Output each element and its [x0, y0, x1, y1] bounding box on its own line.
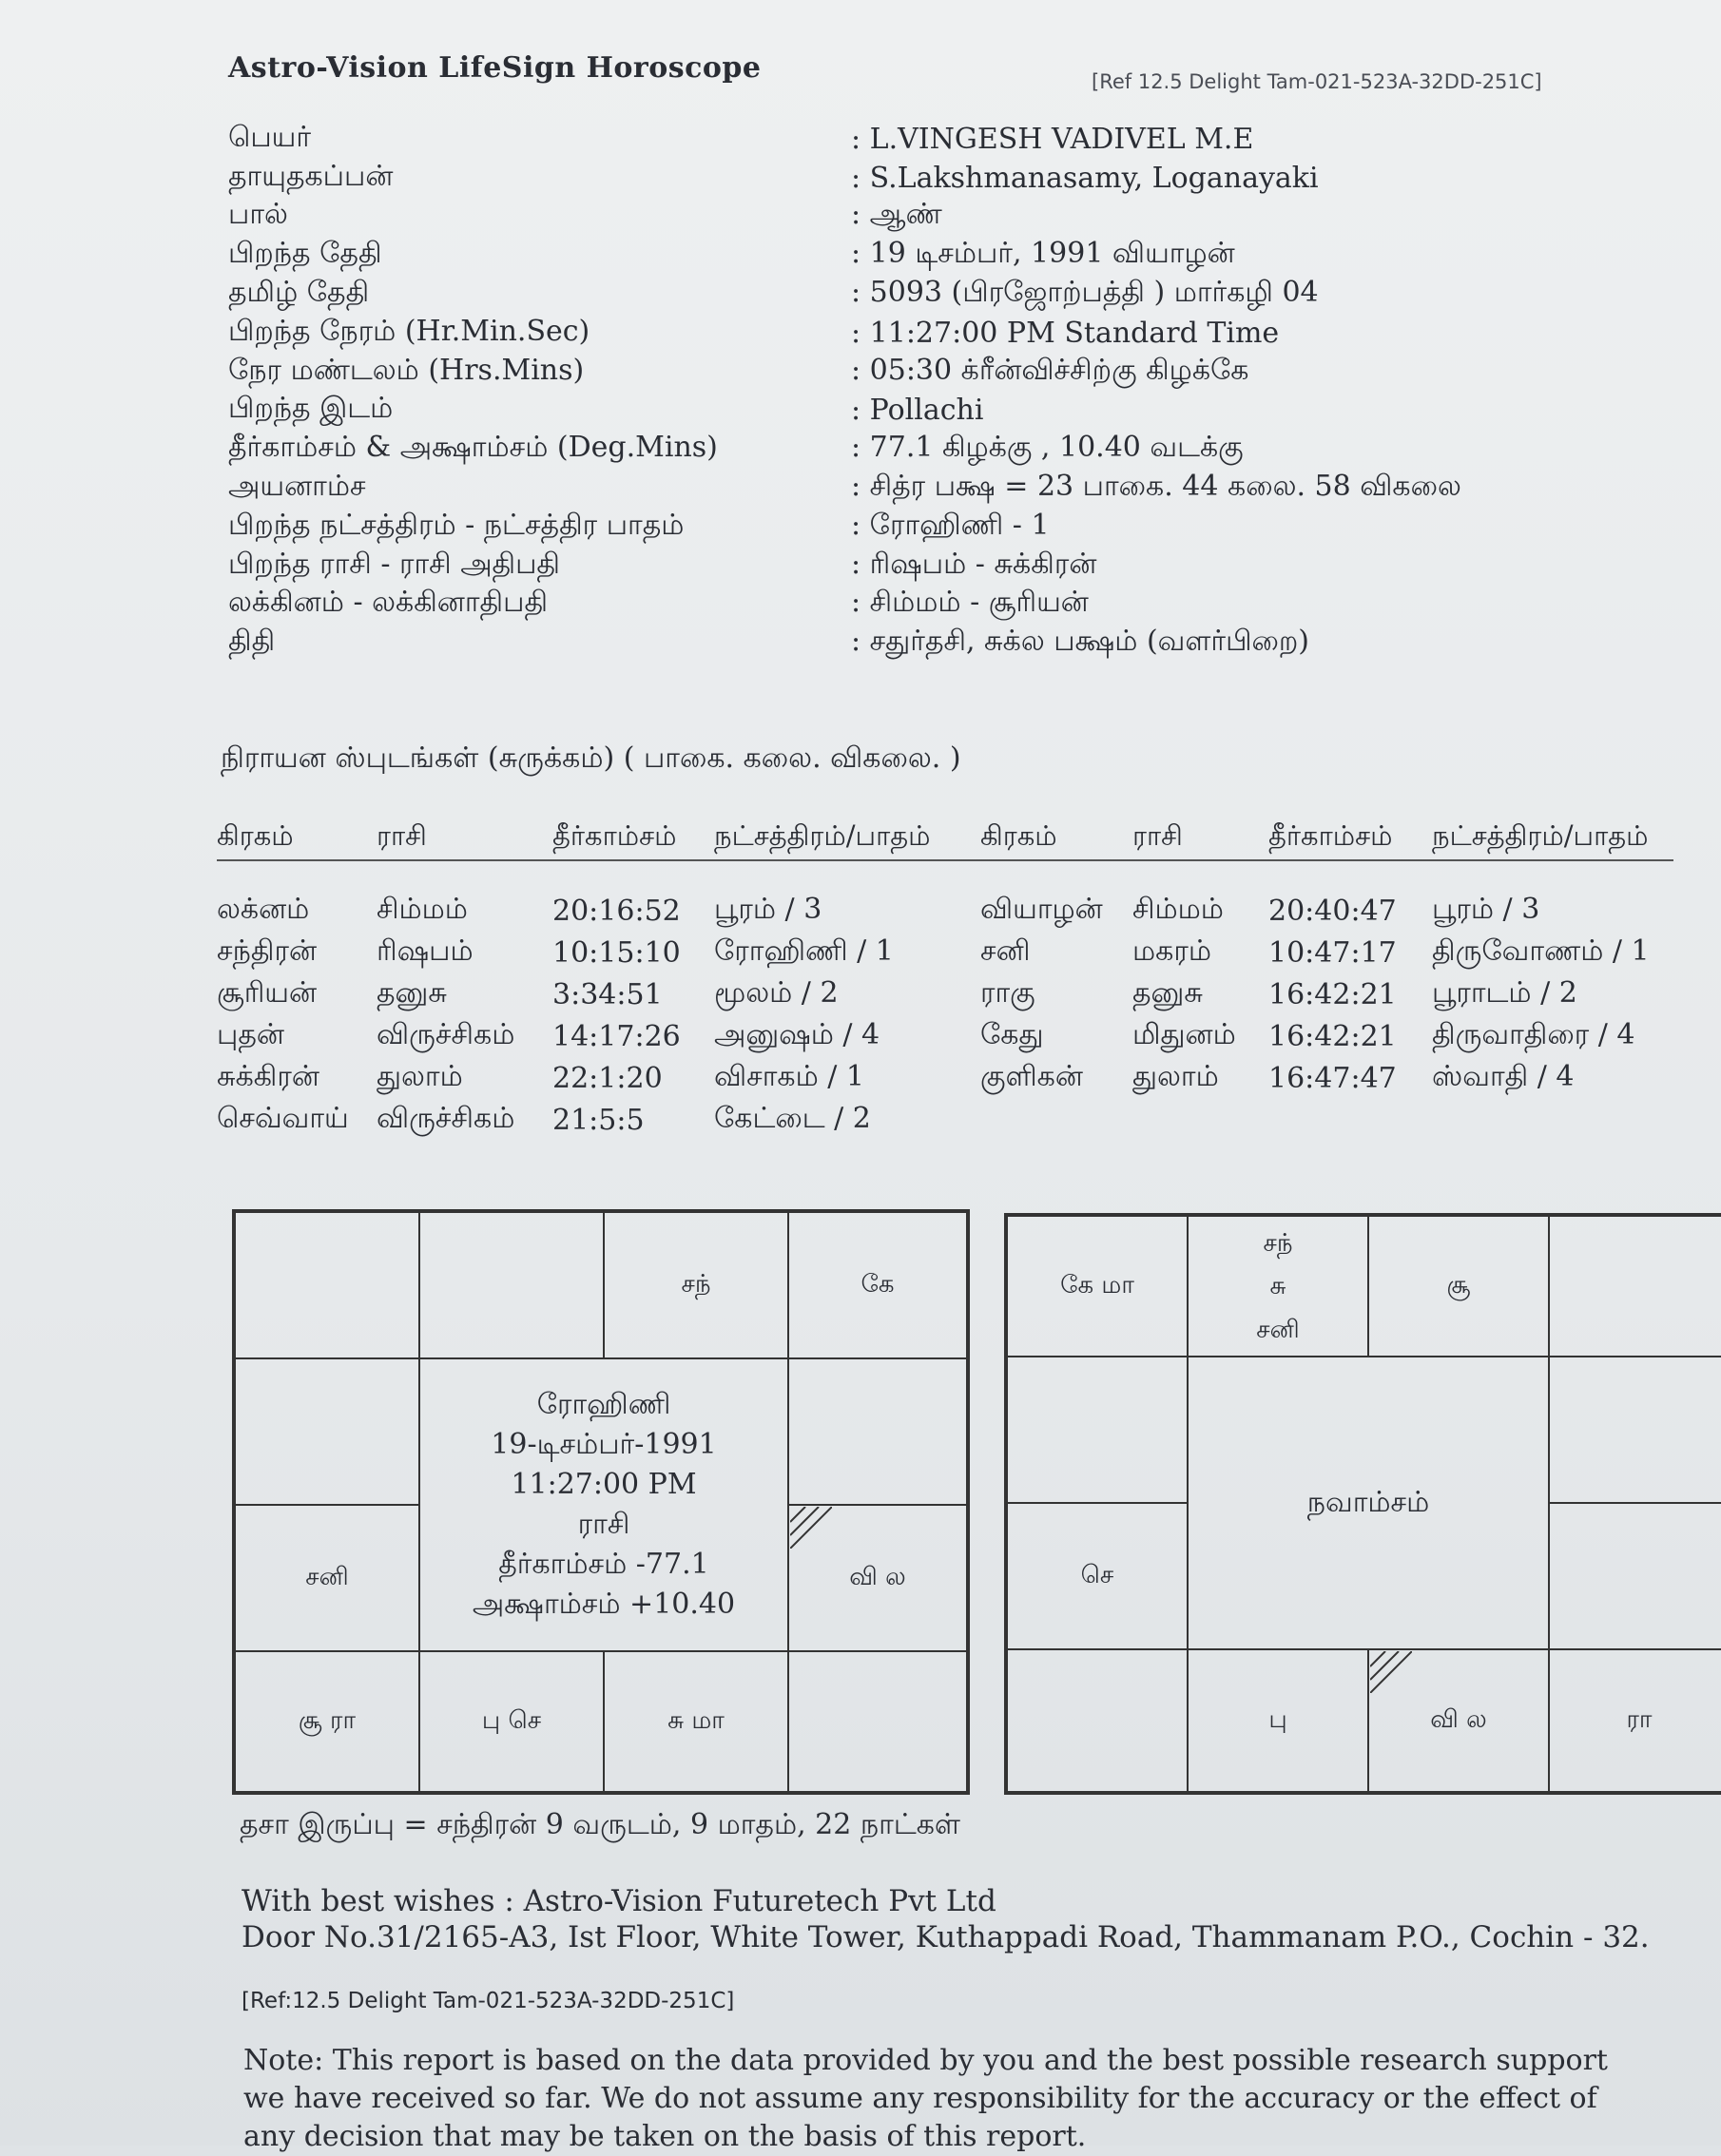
header-cell: ராசி — [377, 819, 427, 852]
table-cell: கேது — [980, 1017, 1044, 1051]
info-row-tamil-date — [228, 275, 1597, 314]
header-cell: ராசி — [1132, 819, 1183, 852]
navamsa-house-7: ரா — [1549, 1649, 1721, 1792]
footer-address: Door No.31/2165-A3, Ist Floor, White Tower, Kuthappadi Road, Thammanam P.O., Cochin - 32. — [242, 1920, 1650, 1954]
navamsa-center-label: நவாம்சம் — [1306, 1486, 1430, 1519]
planets-section-title: நிராயன ஸ்புடங்கள் (சுருக்கம்) ( பாகை. கலை. விகலை. ) — [221, 741, 961, 775]
info-row-lagna — [228, 586, 1597, 625]
info-value: : L.VINGESH VADIVEL M.E — [851, 122, 1254, 156]
table-row — [217, 1099, 1673, 1141]
info-label: பிறந்த நேரம் (Hr.Min.Sec) — [228, 314, 590, 348]
table-cell: புதன் — [217, 1017, 284, 1051]
rasi-center-latitude: அக்ஷாம்சம் +10.40 — [472, 1588, 736, 1621]
info-label: தமிழ் தேதி — [228, 276, 370, 310]
table-cell: துலாம் — [1132, 1059, 1219, 1093]
info-row-tithi — [228, 624, 1597, 663]
info-row-rasi — [228, 547, 1597, 586]
rasi-house-5 — [788, 1358, 967, 1505]
info-label: திதி — [228, 625, 276, 659]
navamsa-house-5 — [1549, 1357, 1721, 1503]
table-cell: லக்னம் — [217, 892, 310, 926]
table-cell: 20:40:47 — [1268, 894, 1397, 928]
table-cell: 3:34:51 — [552, 977, 663, 1011]
info-value: : Pollachi — [851, 394, 984, 428]
table-cell: செவ்வாய் — [217, 1101, 349, 1135]
info-value: : 11:27:00 PM Standard Time — [851, 316, 1280, 350]
table-cell: சிம்மம் — [377, 892, 468, 926]
info-label: பிறந்த இடம் — [228, 392, 394, 426]
header-cell: நட்சத்திரம்/பாதம் — [714, 819, 931, 852]
rasi-house-11: சனி — [235, 1505, 419, 1651]
info-label: நேர மண்டலம் (Hrs.Mins) — [228, 353, 585, 387]
table-cell: விசாகம் / 1 — [714, 1059, 865, 1093]
rasi-house-6: வி ல — [788, 1505, 967, 1651]
table-cell: ராகு — [980, 975, 1035, 1010]
rasi-house-12 — [235, 1358, 419, 1505]
info-value: : S.Lakshmanasamy, Loganayaki — [851, 161, 1319, 195]
info-row-ayanamsa — [228, 469, 1597, 508]
table-cell: பூராடம் / 2 — [1432, 975, 1577, 1010]
info-label: பிறந்த நட்சத்திரம் - நட்சத்திர பாதம் — [228, 508, 685, 542]
navamsa-house-10 — [1007, 1649, 1188, 1792]
navamsa-house-8: வி ல — [1368, 1649, 1549, 1792]
info-label: தீர்காம்சம் & அக்ஷாம்சம் (Deg.Mins) — [228, 431, 718, 465]
info-row-coordinates — [228, 430, 1597, 469]
table-cell: ரிஷபம் — [377, 934, 474, 968]
rasi-center-nakshatra: ரோஹிணி — [536, 1388, 671, 1421]
table-cell: விருச்சிகம் — [377, 1017, 515, 1051]
table-row — [217, 1015, 1673, 1057]
rasi-house-7 — [788, 1651, 967, 1792]
info-value: : சதுர்தசி, சுக்ல பக்ஷம் (வளர்பிறை) — [851, 625, 1309, 659]
info-value: : 5093 (பிரஜோற்பத்தி ) மார்கழி 04 — [851, 276, 1319, 310]
rasi-house-8: சு மா — [604, 1651, 788, 1792]
rasi-house-3: சந் — [604, 1212, 788, 1358]
navamsa-chart — [1004, 1213, 1721, 1795]
info-value: : ரிஷபம் - சுக்கிரன் — [851, 547, 1097, 581]
table-cell: வியாழன் — [980, 892, 1103, 926]
table-cell: பூரம் / 3 — [714, 892, 822, 926]
lagna-marker-icon — [790, 1507, 832, 1549]
lagna-marker-icon — [1370, 1651, 1412, 1693]
report-title: Astro-Vision LifeSign Horoscope — [228, 51, 762, 85]
table-cell: மகரம் — [1132, 934, 1211, 968]
table-cell: 20:16:52 — [552, 894, 681, 928]
info-row-nakshatra — [228, 508, 1597, 547]
table-cell: பூரம் / 3 — [1432, 892, 1540, 926]
header-cell: கிரகம் — [217, 819, 294, 852]
table-cell: மிதுனம் — [1132, 1017, 1236, 1051]
table-cell: தனுசு — [1132, 975, 1203, 1010]
navamsa-house-6 — [1549, 1503, 1721, 1649]
header-ref: [Ref 12.5 Delight Tam-021-523A-32DD-251C] — [1092, 70, 1542, 93]
navamsa-center-panel — [1188, 1357, 1549, 1649]
navamsa-house-3: சூ — [1368, 1216, 1549, 1357]
table-cell: தனுசு — [377, 975, 447, 1010]
info-row-sex — [228, 198, 1597, 237]
table-cell: குளிகன் — [980, 1059, 1083, 1093]
rasi-center-panel — [419, 1358, 788, 1651]
table-cell: திருவாதிரை / 4 — [1432, 1017, 1635, 1051]
info-label: பிறந்த ராசி - ராசி அதிபதி — [228, 547, 561, 581]
rasi-house-9: பு செ — [419, 1651, 604, 1792]
rasi-house-10: சூ ரா — [235, 1651, 419, 1792]
table-body — [217, 890, 1673, 1141]
info-value: : 05:30 க்ரீன்விச்சிற்கு கிழக்கே — [851, 353, 1249, 387]
disclaimer-note: Note: This report is based on the data provided by you and the best possible research support we have received so far. We do not assume any responsibility for the accuracy or the effect of any decision that may be taken on the basis of this report. — [243, 2044, 1608, 2153]
table-cell: கேட்டை / 2 — [714, 1101, 871, 1135]
table-cell: சனி — [980, 934, 1031, 968]
table-row — [217, 932, 1673, 973]
info-value: : 77.1 கிழக்கு , 10.40 வடக்கு — [851, 431, 1244, 465]
table-cell: விருச்சிகம் — [377, 1101, 515, 1135]
rasi-chart — [232, 1209, 970, 1795]
footer-ref: [Ref:12.5 Delight Tam-021-523A-32DD-251C] — [242, 1989, 735, 2013]
navamsa-house-12 — [1007, 1357, 1188, 1503]
rasi-house-2 — [419, 1212, 604, 1358]
info-label: லக்கினம் - லக்கினாதிபதி — [228, 586, 549, 620]
info-row-parents — [228, 159, 1597, 198]
table-row — [217, 973, 1673, 1015]
info-row-birth-date — [228, 236, 1597, 275]
rasi-center-time: 11:27:00 PM — [511, 1468, 697, 1501]
info-label: பால் — [228, 198, 288, 232]
info-label: பிறந்த தேதி — [228, 237, 382, 271]
table-cell: ரோஹிணி / 1 — [714, 934, 894, 968]
table-cell: அனுஷம் / 4 — [714, 1017, 880, 1051]
table-cell: திருவோணம் / 1 — [1432, 934, 1650, 968]
navamsa-house-2 — [1188, 1216, 1368, 1357]
info-value: : 19 டிசம்பர், 1991 வியாழன் — [851, 237, 1235, 271]
info-row-name — [228, 120, 1597, 159]
info-label: தாயுதகப்பன் — [228, 159, 394, 193]
table-cell: 21:5:5 — [552, 1103, 645, 1137]
info-label: அயனாம்ச — [228, 470, 366, 504]
planet-positions-table — [217, 816, 1673, 1141]
info-value: : சித்ர பக்ஷ = 23 பாகை. 44 கலை. 58 விகலை — [851, 470, 1461, 504]
table-cell: 10:47:17 — [1268, 935, 1397, 970]
planet-label: சு — [1269, 1272, 1286, 1300]
table-row — [217, 1057, 1673, 1099]
info-value: : ரோஹிணி - 1 — [851, 508, 1050, 542]
navamsa-house-1: கே மா — [1007, 1216, 1188, 1357]
header-cell: நட்சத்திரம்/பாதம் — [1432, 819, 1649, 852]
table-header — [217, 816, 1673, 861]
info-value: : ஆண் — [851, 198, 942, 232]
table-cell: சூரியன் — [217, 975, 318, 1010]
table-cell: 14:17:26 — [552, 1019, 681, 1053]
navamsa-house-4 — [1549, 1216, 1721, 1357]
header-cell: தீர்காம்சம் — [552, 819, 677, 852]
table-cell: மூலம் / 2 — [714, 975, 839, 1010]
rasi-house-1 — [235, 1212, 419, 1358]
rasi-center-date: 19-டிசம்பர்-1991 — [491, 1428, 717, 1461]
table-cell: 10:15:10 — [552, 935, 681, 970]
navamsa-house-11: செ — [1007, 1503, 1188, 1649]
table-cell: துலாம் — [377, 1059, 463, 1093]
header-cell: தீர்காம்சம் — [1268, 819, 1393, 852]
footer-wishes: With best wishes : Astro-Vision Futuretech Pvt Ltd — [242, 1884, 996, 1918]
table-row — [217, 890, 1673, 932]
planet-label: சந் — [1263, 1228, 1293, 1258]
table-cell: 16:42:21 — [1268, 1019, 1397, 1053]
table-cell: சந்திரன் — [217, 934, 318, 968]
info-value: : சிம்மம் - சூரியன் — [851, 586, 1089, 620]
rasi-center-longitude: தீர்காம்சம் -77.1 — [498, 1548, 709, 1581]
table-cell: 16:42:21 — [1268, 977, 1397, 1011]
rasi-center-label: ராசி — [577, 1508, 630, 1541]
birth-info-list — [228, 120, 1597, 663]
info-row-birth-place — [228, 392, 1597, 431]
info-row-birth-time — [228, 314, 1597, 353]
header-cell: கிரகம் — [980, 819, 1057, 852]
info-row-time-zone — [228, 353, 1597, 392]
dasa-balance: தசா இருப்பு = சந்திரன் 9 வருடம், 9 மாதம், 22 நாட்கள் — [240, 1808, 960, 1841]
planet-label: சனி — [1256, 1315, 1300, 1344]
table-cell: ஸ்வாதி / 4 — [1432, 1059, 1575, 1093]
table-cell: 16:47:47 — [1268, 1061, 1397, 1095]
info-label: பெயர் — [228, 120, 312, 154]
table-cell: சிம்மம் — [1132, 892, 1224, 926]
table-cell: 22:1:20 — [552, 1061, 663, 1095]
table-cell: சுக்கிரன் — [217, 1059, 319, 1093]
rasi-house-4: கே — [788, 1212, 967, 1358]
navamsa-house-9: பு — [1188, 1649, 1368, 1792]
